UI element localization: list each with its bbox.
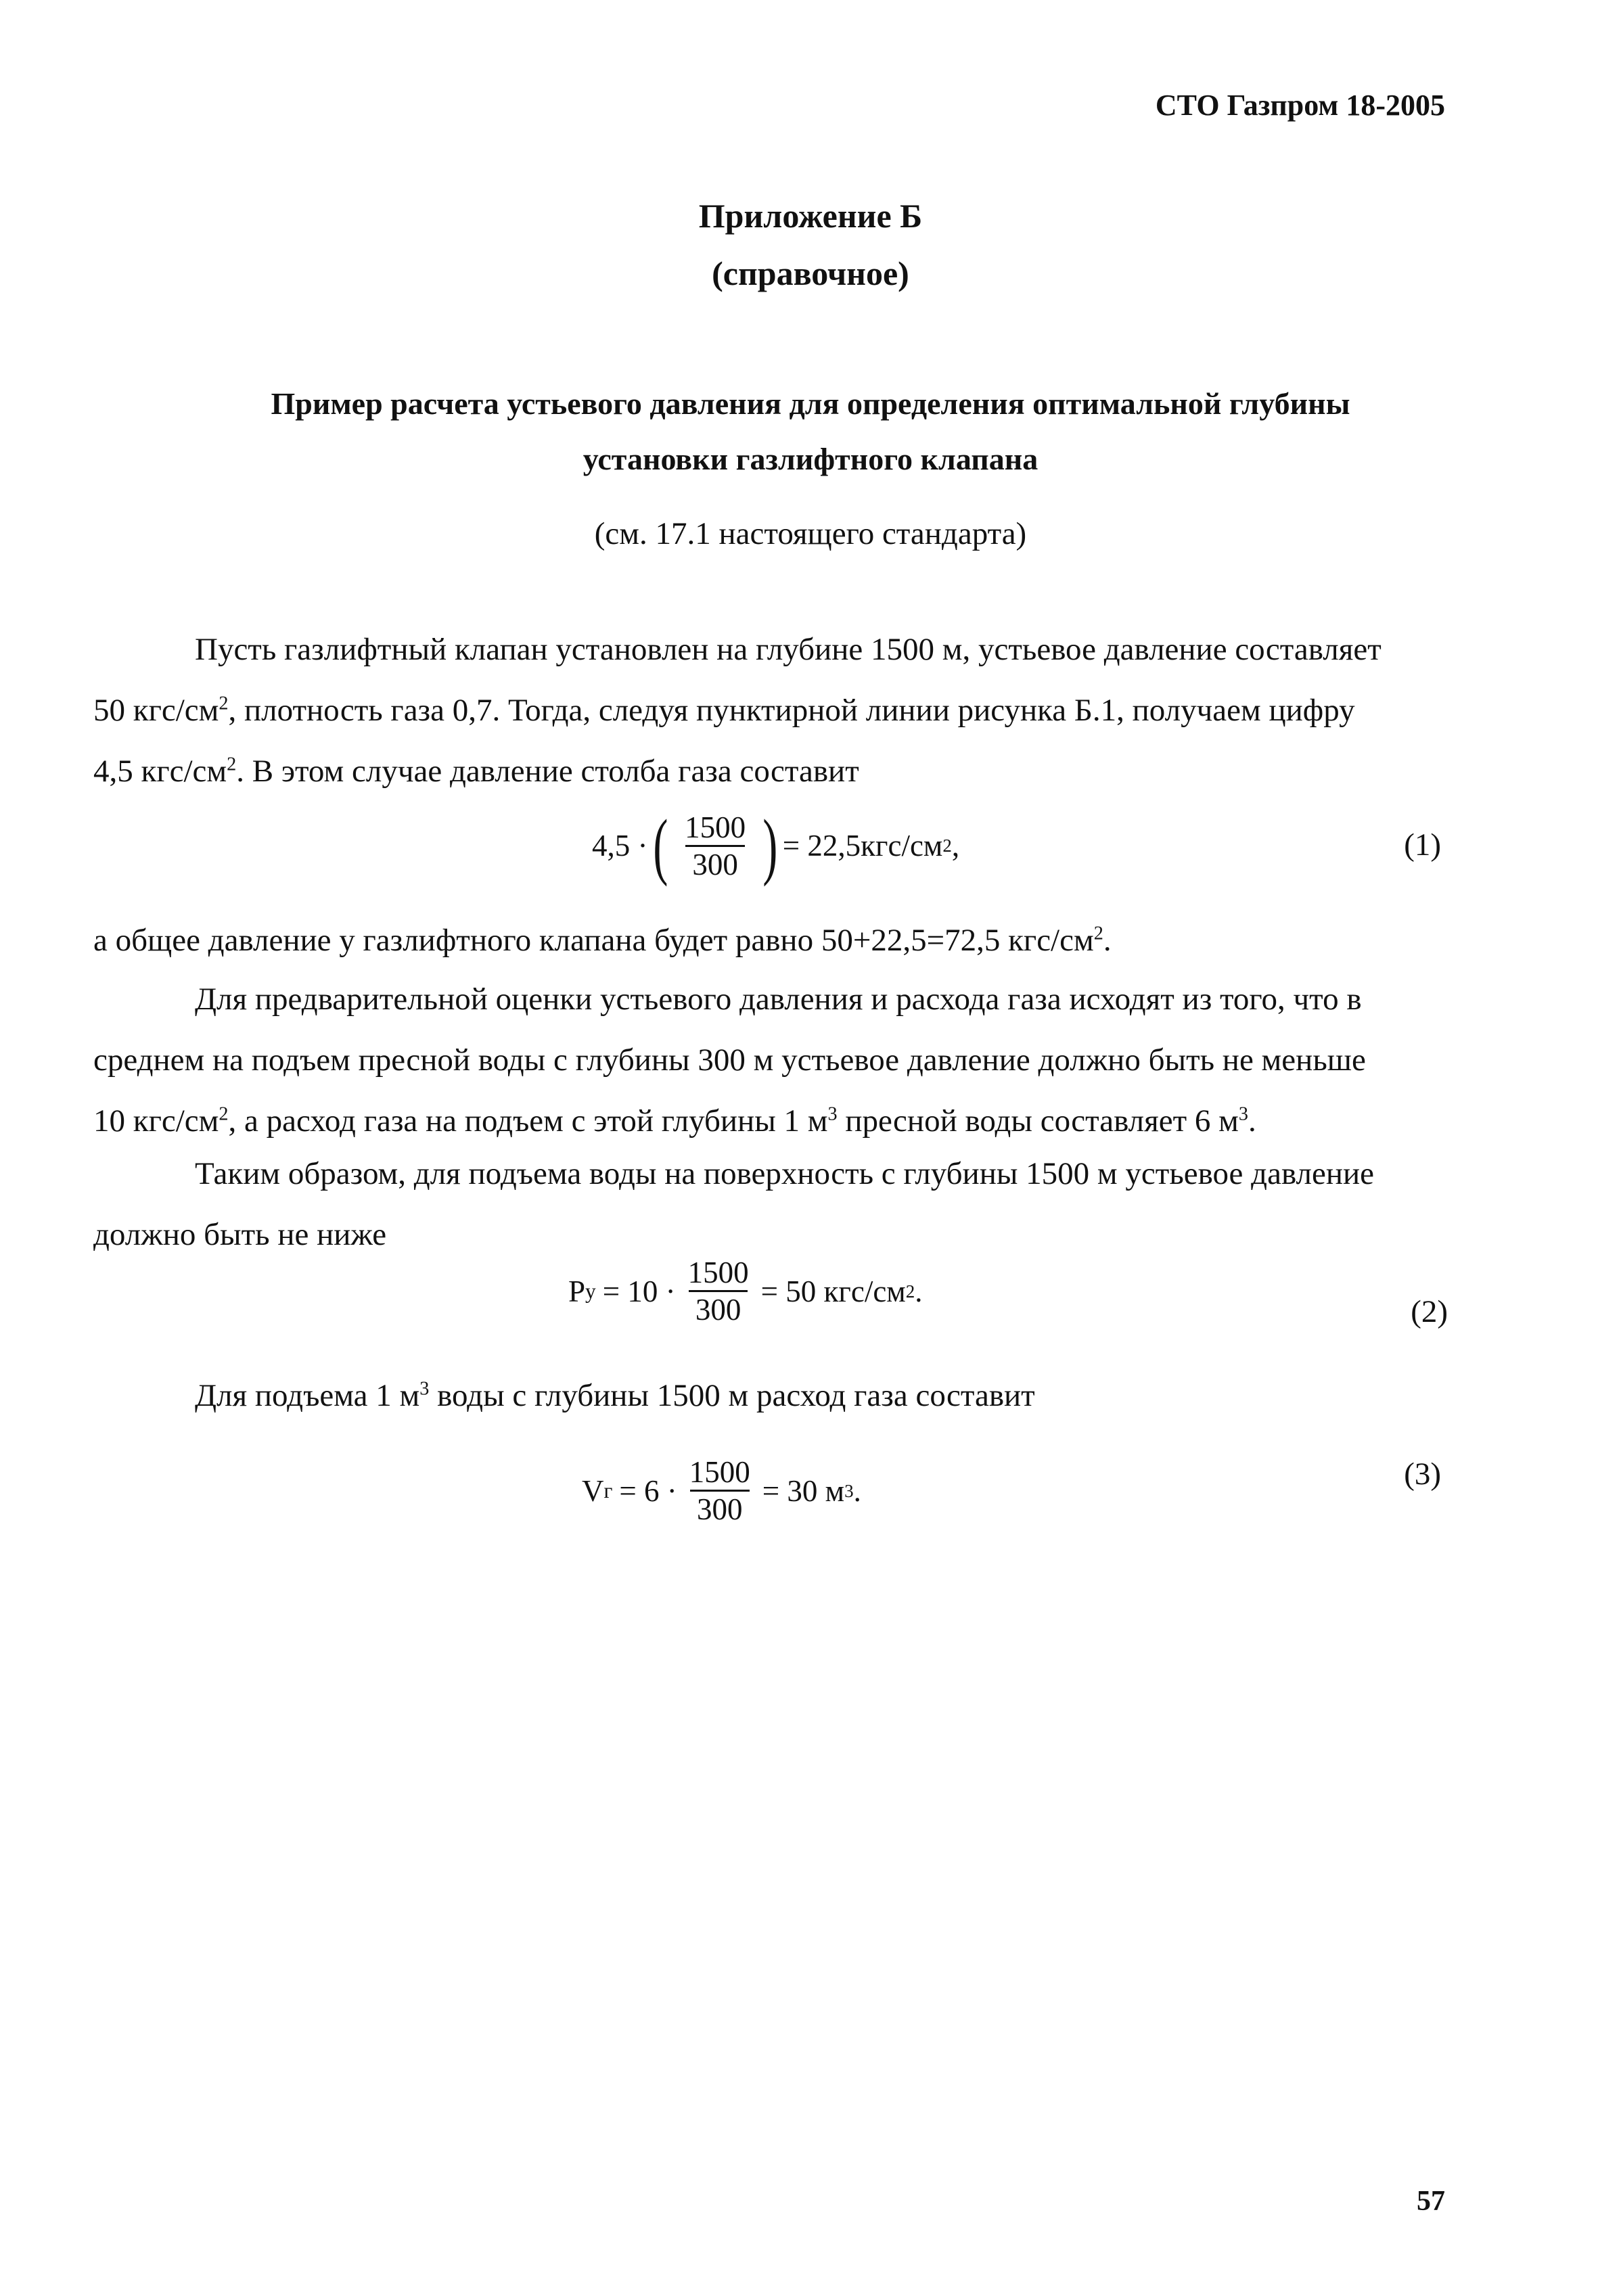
sup: 2 — [227, 754, 237, 775]
denominator: 300 — [689, 1290, 748, 1327]
paragraph-5-line-1 — [93, 1365, 1446, 1426]
text: , а расход газа на подъем с этой глубины 1 м — [228, 1103, 828, 1139]
section-title-line2: установки газлифтного клапана — [583, 442, 1038, 476]
text: . — [1103, 923, 1112, 958]
page-number: 57 — [1417, 2186, 1445, 2217]
paragraph-4-line-2: должно быть не ниже — [93, 1217, 387, 1252]
paragraph-3-line-2: среднем на подъем пресной воды с глубины 300 м устьевое давление должно быть не меньше — [93, 1042, 1366, 1078]
paragraph-4-line-1: Таким образом, для подъема воды на поверхность с глубины 1500 м устьевое давление — [195, 1156, 1374, 1191]
text: 10 кгс/см — [93, 1103, 219, 1139]
paragraph-1-line-1: Пусть газлифтный клапан установлен на глубине 1500 м, устьевое давление составляет — [195, 632, 1382, 667]
formula-1-coef: 4,5 · — [592, 829, 648, 863]
formula-1-fraction — [678, 810, 752, 882]
text: а общее давление у газлифтного клапана будет равно 50+22,5=72,5 кгс/см — [93, 923, 1094, 958]
denominator: 300 — [690, 1490, 750, 1527]
numerator: 1500 — [689, 1455, 750, 1489]
standard-reference: (см. 17.1 настоящего стандарта) — [594, 516, 1027, 551]
paragraph-3-line-1: Для предварительной оценки устьевого давления и расхода газа исходят из того, что в — [195, 982, 1362, 1017]
paragraph-2 — [93, 910, 1446, 971]
text: , плотность газа 0,7. Тогда, следуя пунктирной линии рисунка Б.1, получаем цифру — [228, 693, 1355, 728]
paragraph-5 — [93, 1365, 1446, 1426]
sup: 2 — [219, 1103, 229, 1125]
sup: 2 — [1093, 923, 1103, 944]
formula-3: V г = 6 · $\frac{1500}{300}$ = 30 м 3 . — [582, 1455, 861, 1526]
text: . В этом случае давление столба газа составит — [236, 754, 859, 789]
left-paren: ( — [652, 804, 668, 887]
paragraph-1 — [93, 619, 1446, 802]
section-title-line1: Пример расчета устьевого давления для определения оптимальной глубины — [271, 386, 1350, 421]
formula-2-fraction — [681, 1255, 756, 1327]
formula-3-result: = 30 м — [762, 1473, 845, 1508]
text: воды с глубины 1500 м расход газа составит — [429, 1378, 1035, 1413]
paragraph-3-line-3 — [93, 1090, 1446, 1151]
text: пресной воды составляет 6 м — [837, 1103, 1239, 1139]
equation-number-1: (1) — [1404, 827, 1441, 863]
formula-2: P у = 10 · $\frac{1500}{300}$ = 50 кгс/см 2 . — [568, 1256, 923, 1327]
formula-1-result: = 22,5кгс/см — [782, 829, 943, 863]
text: 50 кгс/см — [93, 693, 219, 728]
text: , — [951, 829, 960, 863]
sup: 2 — [219, 693, 229, 714]
sup: 3 — [827, 1103, 838, 1125]
formula-2-lhs: P — [568, 1274, 586, 1308]
formula-1: 4,5 · ( $\frac{1500}{300}$ ) = 22,5кгс/см 2 , — [592, 804, 960, 887]
formula-3-coef: = 6 · — [619, 1473, 677, 1508]
formula-3-fraction — [683, 1454, 757, 1527]
text: . — [1248, 1103, 1256, 1139]
text: 4,5 кгс/см — [93, 754, 227, 789]
paragraph-2-line-1 — [93, 910, 1446, 971]
appendix-title: Приложение Б — [698, 197, 923, 235]
paragraph-1-line-3 — [93, 741, 1446, 802]
text: Для подъема 1 м — [195, 1378, 420, 1413]
sup: 3 — [1238, 1103, 1248, 1125]
appendix-kind: (справочное) — [712, 254, 909, 292]
text: . — [853, 1473, 861, 1508]
formula-2-coef: = 10 · — [602, 1274, 676, 1308]
denominator: 300 — [685, 845, 745, 882]
right-paren: ) — [762, 804, 778, 887]
formula-3-lhs: V — [582, 1473, 604, 1508]
numerator: 1500 — [685, 810, 746, 844]
paragraph-1-line-2 — [93, 680, 1446, 741]
equation-number-3: (3) — [1404, 1456, 1441, 1492]
text: . — [915, 1274, 923, 1308]
equation-number-2: (2) — [1411, 1294, 1448, 1329]
formula-2-result: = 50 кгс/см — [760, 1274, 906, 1308]
sup: 3 — [419, 1378, 430, 1400]
document-code: СТО Газпром 18-2005 — [1155, 89, 1445, 122]
numerator: 1500 — [687, 1256, 749, 1289]
paragraph-3 — [93, 969, 1446, 1151]
paragraph-4 — [93, 1143, 1446, 1265]
